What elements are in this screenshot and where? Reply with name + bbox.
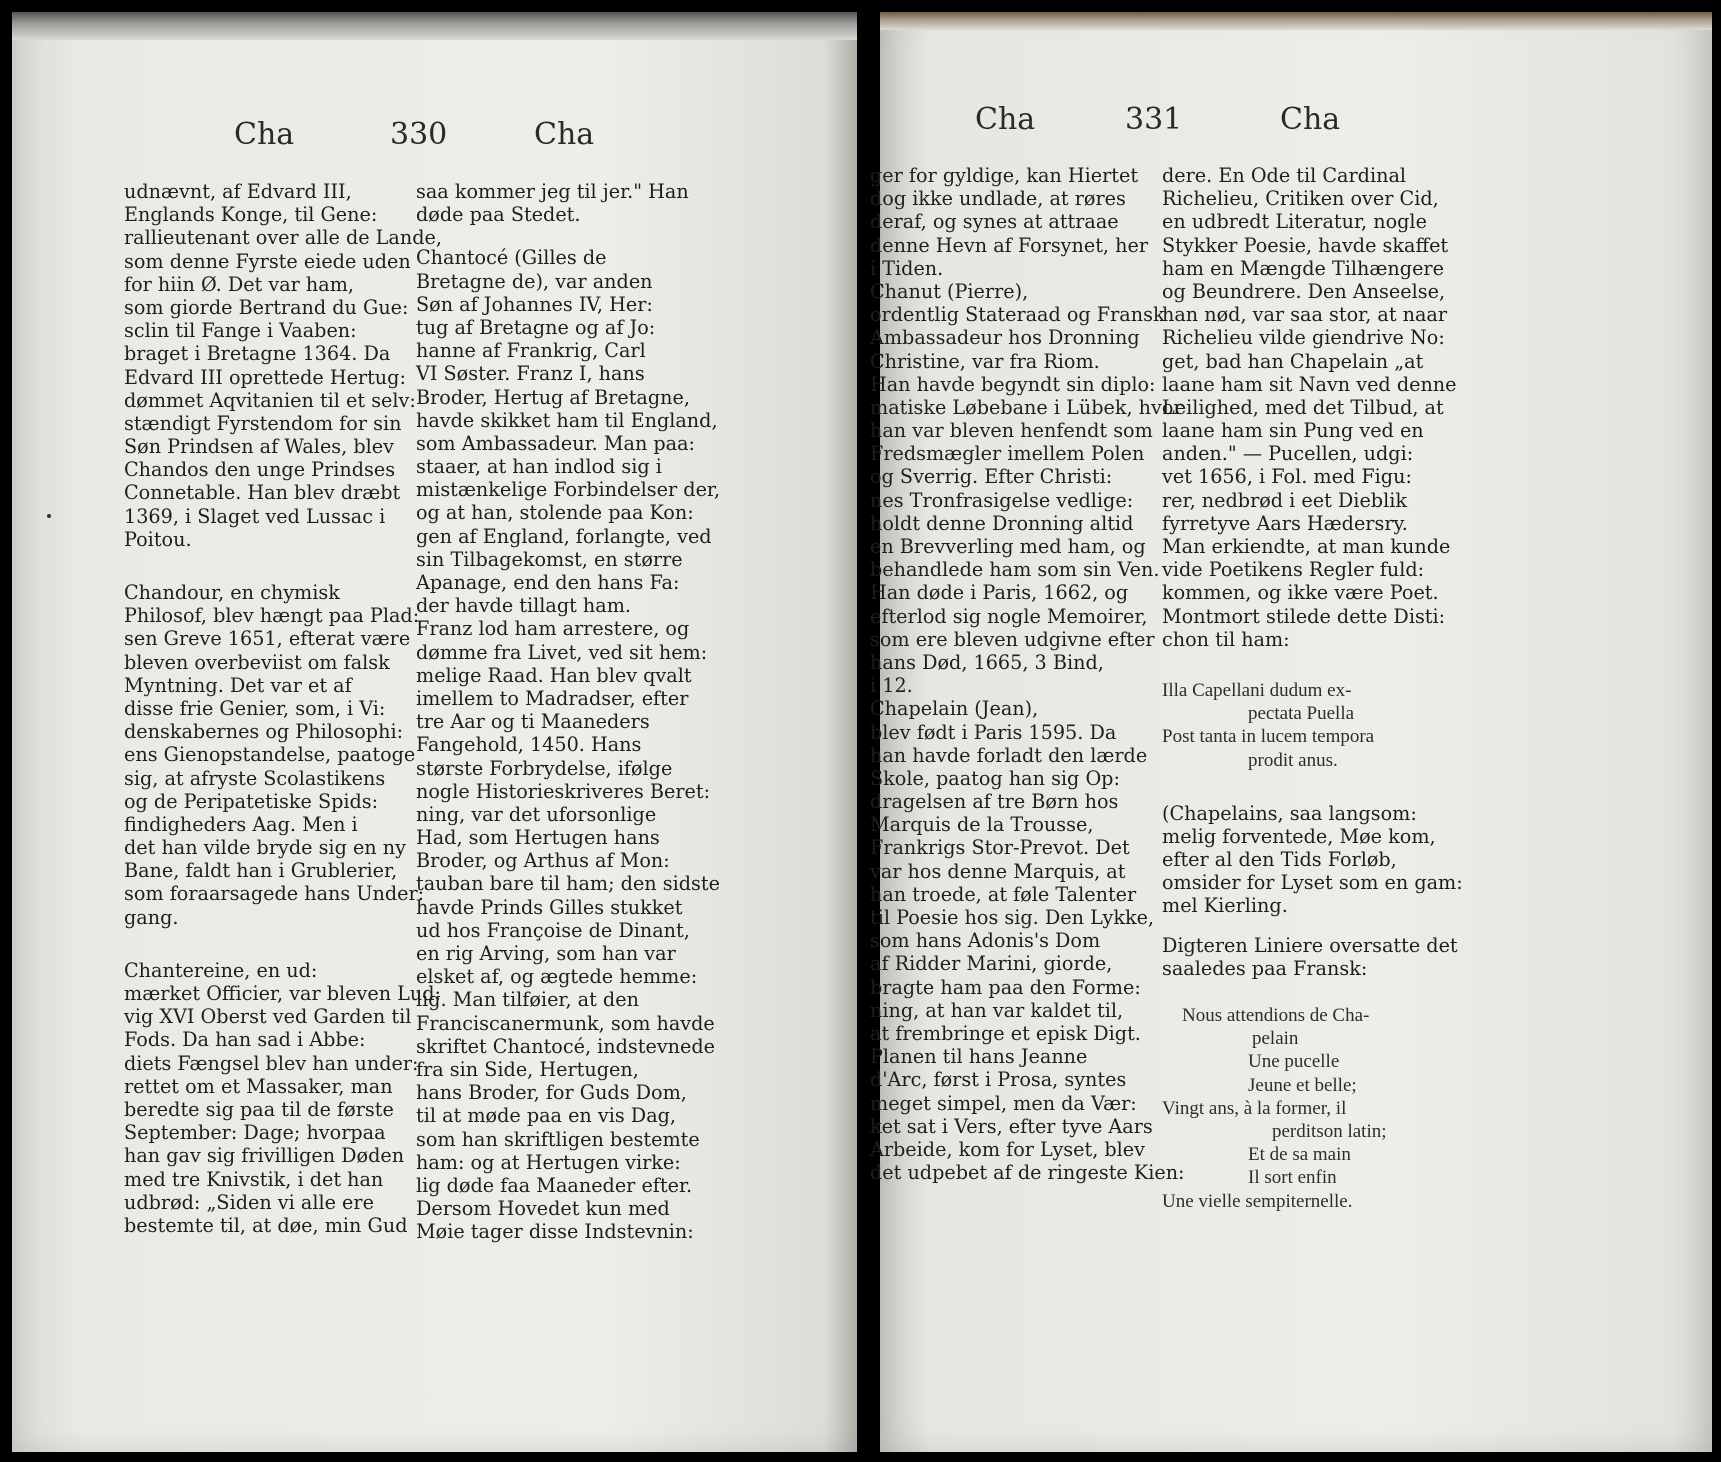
right-column-2-prose (1162, 164, 1457, 651)
text-line: vet 1656, i Fol. med Figu: (1162, 465, 1412, 489)
right-page-column-1 (870, 164, 1185, 1185)
text-line: laane ham sin Pung ved en (1162, 419, 1424, 443)
text-line: Myntning. Det var et af (124, 673, 352, 697)
text-line: denne Hevn af Forsynet, her (870, 233, 1149, 257)
french-verse (1162, 1004, 1452, 1213)
text-line: skriftet Chantocé, indstevnede (416, 1034, 716, 1058)
text-line: Skole, paatog han sig Op: (870, 766, 1120, 790)
text-line: Englands Konge, til Gene: (124, 203, 378, 227)
text-line: en Brevverling med ham, og (870, 535, 1146, 558)
text-line: Montmort stilede dette Disti: (1162, 604, 1446, 628)
text-line: sclin til Fange i Vaaben: (124, 319, 357, 343)
text-line: holdt denne Dronning altid (870, 511, 1134, 535)
right-page-header (880, 102, 1712, 157)
right-header-word-right: Cha (1280, 102, 1341, 137)
text-line: Chandour, en chymisk (124, 581, 340, 604)
text-line: Christine, var fra Riom. (870, 349, 1100, 373)
text-line: havde Prinds Gilles stukket (416, 895, 683, 919)
text-line: Chapelain (Jean), (870, 697, 1039, 721)
text-line: Dersom Hovedet kun med (416, 1197, 670, 1221)
left-page-header (12, 117, 857, 157)
text-line: melige Raad. Han blev qvalt (416, 663, 692, 687)
text-line: Frankrigs Stor-Prevot. Det (870, 836, 1130, 860)
text-line: døde paa Stedet. (416, 203, 581, 227)
text-line: Ambassadeur hos Dronning (870, 326, 1140, 350)
text-line: i Tiden. (870, 256, 944, 280)
text-line: Philosof, blev hængt paa Plad: (124, 604, 420, 628)
text-line: Illa Capellani dudum ex- (1162, 679, 1352, 701)
text-line: omsider for Lyset som en gam: (1162, 871, 1463, 895)
text-line: ud hos Françoise de Dinant, (416, 918, 690, 942)
text-line: en rig Arving, som han var (416, 942, 676, 965)
text-line: som denne Fyrste eiede uden (124, 249, 411, 273)
text-line: bleven overbeviist om falsk (124, 650, 390, 674)
text-line: diets Fængsel blev han under: (124, 1051, 419, 1075)
text-line: Jeune et belle; (1248, 1074, 1357, 1096)
text-line: Møie tager disse Indstevnin: (416, 1220, 694, 1244)
left-page (12, 12, 857, 1452)
text-line: prodit anus. (1248, 749, 1338, 771)
text-line: Man erkiendte, at man kunde (1162, 535, 1451, 558)
text-line: for hiin Ø. Det var ham, (124, 272, 355, 296)
text-line: og at han, stolende paa Kon: (416, 501, 694, 525)
text-line: sin Tilbagekomst, en større (416, 547, 683, 571)
text-line: Nous attendions de Cha- (1182, 1005, 1370, 1026)
text-line: Planen til hans Jeanne (870, 1045, 1088, 1069)
text-line: til at møde paa en vis Dag, (416, 1104, 677, 1128)
text-line: og de Peripatetiske Spids: (124, 789, 379, 813)
text-line: Marquis de la Trousse, (870, 813, 1094, 837)
text-line: stændigt Fyrstendom for sin (124, 411, 402, 435)
text-line: tug af Bretagne og af Jo: (416, 315, 656, 339)
text-line: med tre Knivstik, i det han (124, 1167, 384, 1191)
text-line: Broder, Hertug af Bretagne, (416, 385, 690, 409)
text-line: dog ikke undlade, at røres (870, 187, 1126, 211)
text-line: Han havde begyndt sin diplo: (870, 372, 1156, 396)
text-line: Une pucelle (1248, 1051, 1340, 1073)
text-line: braget i Bretagne 1364. Da (124, 342, 391, 366)
text-line: han troede, at føle Talenter (870, 882, 1137, 906)
text-line: vide Poetikens Regler fuld: (1162, 558, 1425, 582)
text-line: som han skriftligen bestemte (416, 1127, 700, 1151)
text-line: tauban bare til ham; den sidste (416, 872, 720, 896)
text-line: d'Arc, først i Prosa, syntes (870, 1068, 1127, 1092)
text-line: Franciscanermunk, som havde (416, 1011, 715, 1035)
text-line: sig, at afryste Scolastikens (124, 766, 386, 790)
text-line: som foraarsagede hans Under: (124, 882, 425, 906)
translation-note (1162, 801, 1463, 918)
text-line: udbrød: „Siden vi alle ere (124, 1190, 374, 1214)
text-line: saa kommer jeg til jer." Han (416, 180, 689, 203)
text-line: hans Broder, for Guds Dom, (416, 1081, 687, 1105)
text-line: findigheders Aag. Men i (124, 812, 358, 836)
text-line: fyrretyve Aars Hædersry. (1162, 511, 1408, 535)
text-line: havde skikket ham til England, (416, 408, 718, 432)
text-line: deraf, og synes at attraae (870, 210, 1119, 234)
text-line: tre Aar og ti Maaneders (416, 710, 650, 734)
text-line: Et de sa main (1248, 1144, 1351, 1166)
text-line: Poitou. (124, 527, 192, 551)
text-line: han havde forladt den lærde (870, 743, 1148, 767)
text-line: melig forventede, Møe kom, (1162, 824, 1436, 848)
text-line: pectata Puella (1248, 703, 1355, 725)
text-line: det han vilde bryde sig en ny (124, 836, 406, 860)
text-line: imellem to Madradser, efter (416, 686, 689, 710)
right-header-word-left: Cha (975, 102, 1036, 137)
text-line: ning, at han var kaldet til, (870, 998, 1124, 1022)
text-line: saaledes paa Fransk: (1162, 956, 1368, 980)
right-page-column-2 (1162, 164, 1463, 1213)
text-line: Broder, og Arthus af Mon: (416, 849, 670, 873)
text-line: Franz lod ham arrestere, og (416, 617, 690, 641)
text-line: af Ridder Marini, giorde, (870, 952, 1113, 976)
text-line: efterlod sig nogle Memoirer, (870, 604, 1148, 628)
text-line: Leilighed, med det Tilbud, at (1162, 395, 1444, 419)
text-line: Chandos den unge Prindses (124, 458, 396, 482)
text-line: nes Tronfrasigelse vedlige: (870, 488, 1134, 512)
text-line: der havde tillagt ham. (416, 594, 632, 618)
text-line: som ere bleven udgivne efter (870, 627, 1155, 651)
text-line (124, 929, 416, 959)
text-line: denskabernes og Philosophi: (124, 720, 404, 744)
text-line: han gav sig frivilligen Døden (124, 1144, 405, 1168)
left-page-column-1 (124, 180, 442, 1237)
text-line: ger for gyldige, kan Hiertet (870, 164, 1139, 187)
text-line: Fangehold, 1450. Hans (416, 733, 642, 757)
text-line: dømmet Aqvitanien til et selv: (124, 388, 416, 412)
text-line: staaer, at han indlod sig i (416, 455, 662, 479)
text-line: ham: og at Hertugen virke: (416, 1150, 681, 1174)
left-header-word-right: Cha (534, 117, 595, 152)
text-line: Fredsmægler imellem Polen (870, 442, 1145, 466)
text-line: September: Dage; hvorpaa (124, 1121, 386, 1145)
text-line: chon til ham: (1162, 627, 1290, 651)
french-translation-intro (1162, 933, 1458, 980)
left-page-column-2 (416, 180, 721, 1244)
text-line: ning, var det uforsonlige (416, 802, 657, 826)
text-line: det udpebet af de ringeste Kien: (870, 1161, 1185, 1185)
ink-speck (47, 514, 51, 518)
text-line: Il sort enfin (1248, 1167, 1337, 1189)
text-line: Han døde i Paris, 1662, og (870, 581, 1129, 605)
text-line: VI Søster. Franz I, hans (416, 362, 645, 386)
text-line: som giorde Bertrand du Gue: (124, 295, 409, 319)
text-line: Connetable. Han blev dræbt (124, 481, 401, 505)
text-line: beredte sig paa til de første (124, 1097, 394, 1121)
text-line: perditson latin; (1272, 1120, 1387, 1142)
text-line: Chantocé (Gilles de (416, 246, 607, 270)
text-line: han nød, var saa stor, at naar (1162, 303, 1448, 327)
text-line: som Ambassadeur. Man paa: (416, 431, 696, 455)
text-line: til Poesie hos sig. Den Lykke, (870, 906, 1155, 929)
text-line: Chanut (Pierre), (870, 279, 1029, 303)
text-line: hanne af Frankrig, Carl (416, 339, 646, 363)
text-line: nogle Historieskriveres Beret: (416, 779, 711, 803)
text-line: Edvard III oprettede Hertug: (124, 365, 406, 389)
text-line: Stykker Poesie, havde skaffet (1162, 233, 1449, 257)
text-line: rer, nedbrød i eet Dieblik (1162, 488, 1407, 512)
text-line: meget simpel, men da Vær: (870, 1091, 1137, 1115)
text-line: og Beundrere. Den Anseelse, (1162, 279, 1446, 303)
text-line: mistænkelige Forbindelser der, (416, 478, 721, 502)
text-line: rettet om et Massaker, man (124, 1074, 393, 1098)
text-line: elsket af, og ægtede hemme: (416, 965, 698, 989)
text-line: dragelsen af tre Børn hos (870, 790, 1119, 814)
text-line: lig døde faa Maaneder efter. (416, 1173, 693, 1197)
text-line (124, 551, 416, 581)
text-line: gang. (124, 905, 179, 929)
text-line: ens Gienopstandelse, paatoge (124, 743, 416, 767)
text-line: hans Død, 1665, 3 Bind, (870, 650, 1104, 674)
text-line: ham en Mængde Tilhængere (1162, 256, 1444, 280)
text-line: Digteren Liniere oversatte det (1162, 933, 1458, 957)
right-page-number: 331 (1125, 102, 1183, 137)
text-line: rallieutenant over alle de Lande, (124, 226, 442, 250)
latin-distich (1162, 679, 1452, 772)
text-line: Apanage, end den hans Fa: (416, 571, 680, 594)
text-line: laane ham sit Navn ved denne (1162, 372, 1457, 396)
text-line: dømme fra Livet, ved sit hem: (416, 640, 708, 664)
text-line: i 12. (870, 674, 913, 698)
text-line (416, 226, 696, 246)
text-line: efter al den Tids Forløb, (1162, 848, 1397, 872)
text-line: lig. Man tilføier, at den (416, 988, 639, 1012)
text-line: matiske Løbebane i Lübek, hvor (870, 395, 1183, 419)
text-line: Søn af Johannes IV, Her: (416, 292, 653, 316)
text-line: Vingt ans, à la former, il (1162, 1097, 1347, 1119)
text-line: vig XVI Oberst ved Garden til (124, 1005, 412, 1029)
text-line: behandlede ham som sin Ven. (870, 558, 1160, 582)
text-line: var hos denne Marquis, at (870, 859, 1126, 883)
text-line: som hans Adonis's Dom (870, 929, 1101, 953)
text-line: 1369, i Slaget ved Lussac i (124, 504, 386, 528)
text-line: dere. En Ode til Cardinal (1162, 164, 1407, 187)
left-page-number: 330 (390, 117, 448, 152)
text-line: pelain (1252, 1028, 1299, 1050)
text-line: ordentlig Stateraad og Fransk (870, 303, 1165, 327)
text-line: mel Kierling. (1162, 894, 1288, 918)
text-line: og Sverrig. Efter Christi: (870, 465, 1113, 489)
text-line: Had, som Hertugen hans (416, 826, 660, 850)
text-line: fra sin Side, Hertugen, (416, 1057, 639, 1081)
text-line: disse frie Genier, som, i Vi: (124, 696, 386, 720)
text-line: bestemte til, at døe, min Gud (124, 1213, 408, 1237)
text-line: han var bleven henfendt som (870, 419, 1153, 443)
text-line: Post tanta in lucem tempora (1162, 726, 1375, 748)
right-page (870, 12, 1712, 1452)
text-line: get, bad han Chapelain „at (1162, 349, 1424, 373)
text-line: sen Greve 1651, efterat være (124, 627, 411, 651)
text-line: gen af England, forlangte, ved (416, 524, 712, 548)
text-line: mærket Officier, var bleven Lud: (124, 982, 442, 1005)
left-header-word-left: Cha (234, 117, 295, 152)
text-line: anden." — Pucellen, udgi: (1162, 442, 1414, 466)
text-line: blev født i Paris 1595. Da (870, 720, 1117, 744)
text-line: Arbeide, kom for Lyset, blev (870, 1137, 1146, 1161)
text-line: en udbredt Literatur, nogle (1162, 210, 1427, 234)
text-line: Bane, faldt han i Grublerier, (124, 859, 398, 883)
text-line: Søn Prindsen af Wales, blev (124, 435, 394, 459)
text-line: største Forbrydelse, ifølge (416, 756, 673, 780)
text-line: Bretagne de), var anden (416, 269, 653, 293)
text-line: (Chapelains, saa langsom: (1162, 801, 1417, 825)
text-line: Richelieu vilde giendrive No: (1162, 326, 1445, 350)
text-line: Une vielle sempiternelle. (1162, 1190, 1353, 1212)
text-line: ket sat i Vers, efter tyve Aars (870, 1114, 1153, 1138)
text-line: bragte ham paa den Forme: (870, 975, 1141, 999)
text-line: kommen, og ikke være Poet. (1162, 581, 1439, 605)
text-line: udnævnt, af Edvard III, (124, 180, 352, 203)
text-line: at frembringe et episk Digt. (870, 1021, 1141, 1045)
text-line: Fods. Da han sad i Abbe: (124, 1028, 366, 1052)
text-line: Richelieu, Critiken over Cid, (1162, 187, 1439, 211)
text-line: Chantereine, en ud: (124, 958, 318, 982)
